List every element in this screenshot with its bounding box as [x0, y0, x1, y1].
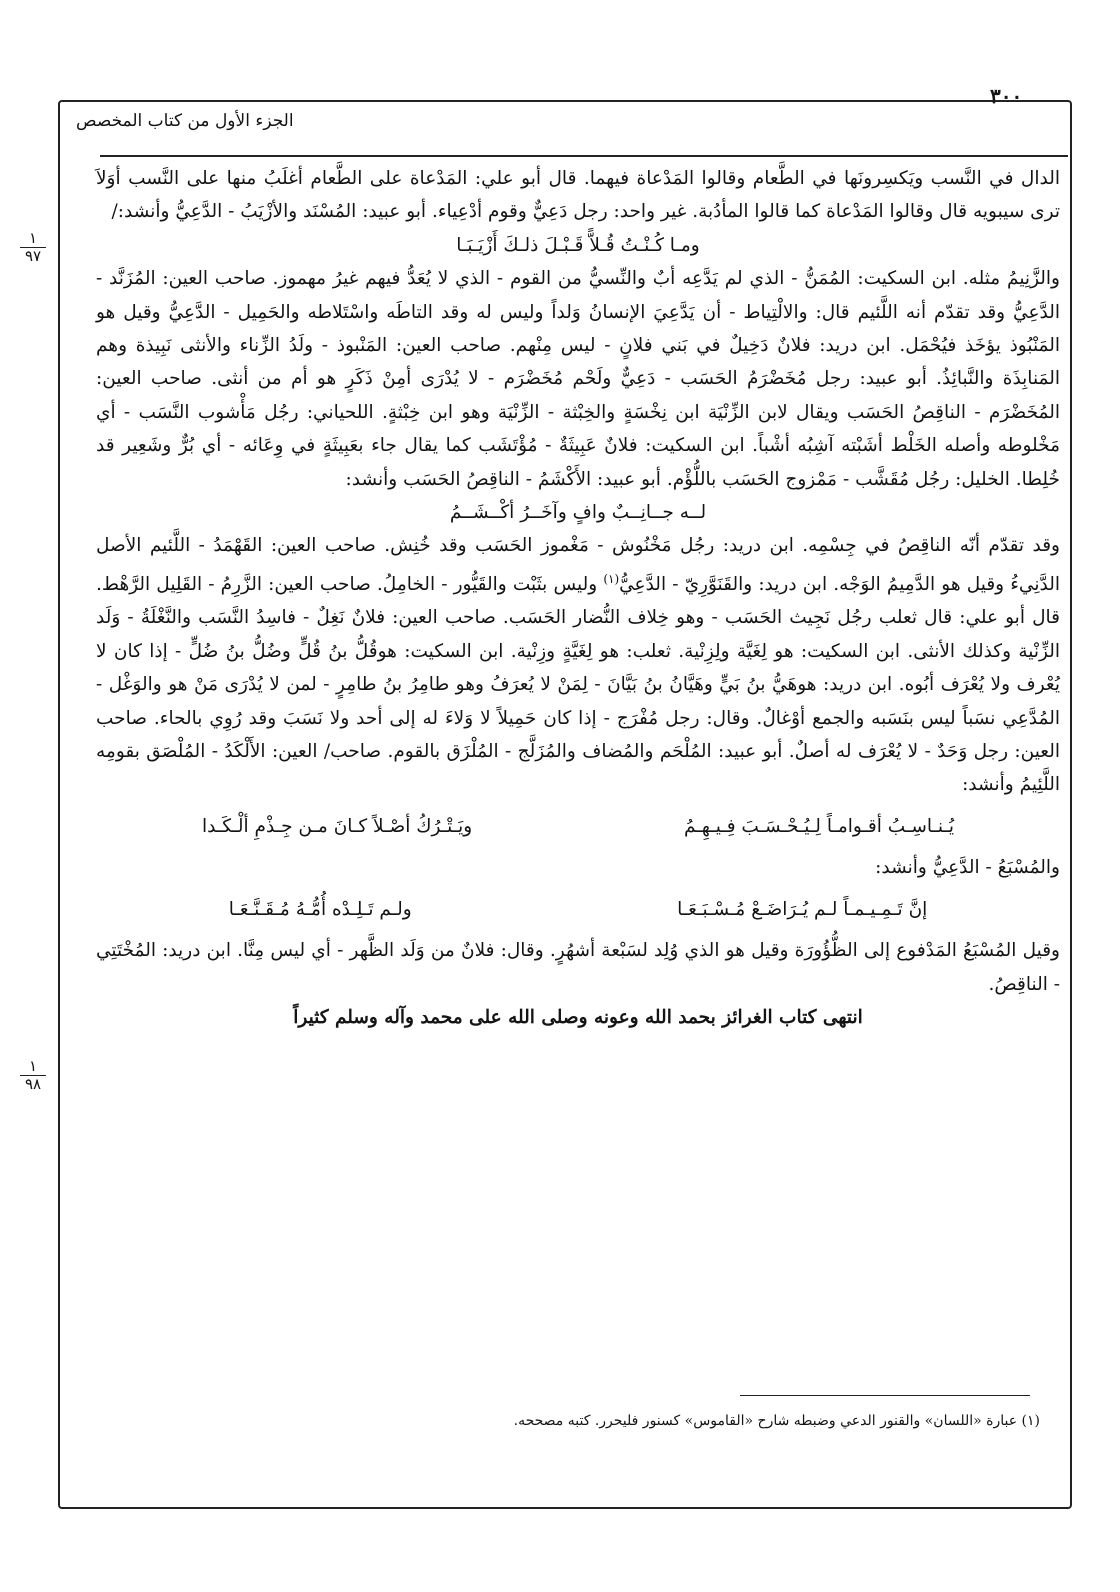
verse-line: ومـا كُـنْـتُ قُـلاًّ قَـبْـلَ ذلـكَ أَزْيَـبَـا: [456, 234, 700, 256]
paragraph: وقيل المُسْبَعُ المَدْفوع إلى الظُّؤُورَة وقيل هو الذي وُلِد لسَبْعة أشهُرٍ. وقال: فلانٌ من وَلَد الظَّهر - أي ليس مِنَّا. ابن دريد: المُخْتَتِي - الناقِصُ.: [96, 940, 1060, 995]
paragraph: الدال في النَّسب ويَكسِرونَها في الطَّعام وقالوا المَدْعاة فيهما. قال أبو علي: المَدْعاة على الطَّعام أغلَبُ منها على النَّسب أوَلاَ ترى سيبويه قال وقالوا المَدْعاة كما قالوا المأدُبة. غير واحد: رجل دَعِيٌّ وقوم أدْعِياء. أبو عبيد: المُسْنَد والأزْيَبُ - الدَّعِيُّ وأنشد:/: [96, 168, 1060, 223]
verse-hemistich: يُـنـاسِـبُ أقـوامـاً لِـيُـحْـسَـبَ فِـيـهِـمُ: [684, 815, 955, 837]
margin-marker: [20, 1058, 46, 1093]
verse-hemistich: ويَـتْـرُكُ أصْـلاً كـانَ مـن جِـذْمِ ألْـكَـدا: [201, 815, 473, 837]
margin-marker-denominator: ٩٧: [24, 247, 42, 265]
verse-couplet: [96, 810, 1060, 843]
header-rule: [100, 155, 1068, 157]
verse-line: لــه جــانِــبٌ وافٍ وآخَــرُ أكْــشَــمُ: [449, 502, 707, 524]
closing-line: انتهى كتاب الغرائز بحمد الله وعونه وصلى الله على محمد وآله وسلم كثيراً: [293, 1006, 863, 1028]
margin-marker-numerator: ١: [20, 230, 46, 248]
running-title: الجزء الأول من كتاب المخصص: [76, 111, 294, 131]
margin-marker: [20, 230, 46, 265]
paragraph: والمُسْبَعُ - الدَّعِيُّ وأنشد:: [875, 857, 1060, 879]
main-text: [96, 162, 1060, 1034]
page-number: ٣٠٠: [990, 84, 1023, 108]
paragraph: [96, 529, 1060, 801]
paragraph: والزَّنِيمُ مثله. ابن السكيت: المُمَنُّ - الذي لم يَدَّعِه أبٌ والنِّسيُّ من القوم - الذي لا يُعَدُّ فيهم غيرُ مهموز. صاحب العين: المُزَنَّد - الدَّعِيُّ وقد تقدّم أنه اللَّئيم قال: والالْتِياط - أن يَدَّعِيَ الإنسانُ وَلداً وليس له وقد التاطَه واسْتَلاطه والحَمِيل - الدَّعِيُّ وقيل هو المَنْبُوذ يؤخَذ فيُحْمَل. ابن دريد: فلانٌ دَخِيلٌ في بَني فلانٍ - ليس مِنْهم. صاحب العين: المَنْبوذ - ولَدُ الزِّناء والأنثى نَبِيذة وهم المَنابِذَة والنَّبائِذُ. أبو عبيد: رجل مُخَضْرَمُ الحَسَب - دَعِيٌّ ولَحْم مُخَضْرَم - لا يُدْرَى أمِنْ ذَكَرٍ هو أم من أنثى. صاحب العين: المُخَضْرَم - الناقِصُ الحَسَب ويقال لابن الزِّنْيَة ابن نِخْسَةٍ والخِبْثة - الزِّنْيَة وهو ابن خِبْثةٍ. اللحياني: رجُل مَأْشوب النَّسَب - أي مَخْلوطه وأصله الخَلْط أشَبْته آشِبُه أشْباً. ابن السكيت: فلانٌ عَبِيثَةٌ - مُؤْتَشَب كما يقال جاء بعَبِيثَةٍ في وِعَائه - أي بُرٌّ وشَعِير قد خُلِطا. الخليل: رجُل مُقَشَّب - مَمْزوج الحَسَب باللُّؤْم. أبو عبيد: الأَكْشَمُ - الناقِصُ الحَسَب وأنشد:: [96, 268, 1060, 490]
margin-marker-denominator: ٩٨: [24, 1075, 42, 1093]
footnote: (١) عبارة «اللسان» والقنور الدعي وضبطه شارح «القاموس» كسنور فليحرر. كتبه مصححه.: [513, 1413, 1040, 1429]
footnote-ref[interactable]: (١): [603, 571, 620, 586]
paragraph-part: وليس بثَبْت والقَيُّور - الخامِلُ. صاحب العين: الزَّرِمُ - القَلِيل الرَّهْط. قال أبو علي: قال ثعلب رجُل نَجِيث الحَسَب - وهو خِلاف النُّضار الحَسَب. صاحب العين: فلانٌ نَغِلٌ - فاسِدُ النَّسَب والنَّغْلَةُ - وَلَد الزِّنْية وكذلك الأنثى. ابن السكيت: هو لِغَيَّة ولِزِنْية. ثعلب: هو لِغَيَّةٍ وزِنْية. ابن السكيت: هوقُلُّ بنُ قُلٍّ وضُلُّ بنُ ضُلٍّ - إذا كان لا يُعْرف ولا يُعْرَف أبُوه. ابن دريد: هوهَيُّ بنُ بَيٍّ وهَيَّانُ بنُ بَيَّانَ - لِمَنْ لا يُعرَفُ وهو طامِرُ بنُ طامِرٍ - لمن لا يُدْرَى مَنْ هو والوَغْل - المُدَّعِي نسَباً ليس بنَسَبه والجمع أوْغالٌ. وقال: رجل مُفْرَج - إذا كان حَمِيلاً لا وَلاءَ له إلى أحد ولا نَسَبَ وقد رُوِي بالحاء. صاحب العين: رجل وَحَدٌ - لا يُعْرَف له أصلٌ. أبو عبيد: المُلْحَم والمُضاف والمُزَلَّج - المُلْزَق بالقوم. صاحب/ العين: الأَلْكَدُ - المُلْصَق بقومِه اللَّئِيمُ وأنشد:: [96, 574, 1060, 796]
margin-marker-numerator: ١: [20, 1058, 46, 1076]
verse-hemistich: إنَّ تَـمِـيـمـاً لـم يُـرَاضَـعْ مُـسْـبَـعَـا: [677, 898, 928, 920]
paragraph-part: وقد تقدّم أنّه الناقِصُ في جِسْمِه. ابن دريد: رجُل مَخْنُوش - مَغْموز الحَسَب وقد خُنِش. صاحب العين: القَهْمَدُ - اللَّئيم الأصل الدَّنِيءُ وقيل هو الدَّمِيمُ الوَجْه. ابن دريد: والقَنَوَّرِيّ - الدَّعِيُّ: [96, 535, 1060, 596]
footnote-rule: [740, 1395, 1030, 1396]
verse-couplet: [96, 893, 1060, 926]
verse-hemistich: ولـم تَـلِـدْه أُمُّـهُ مُـقَـنَّـعَـا: [228, 898, 412, 920]
